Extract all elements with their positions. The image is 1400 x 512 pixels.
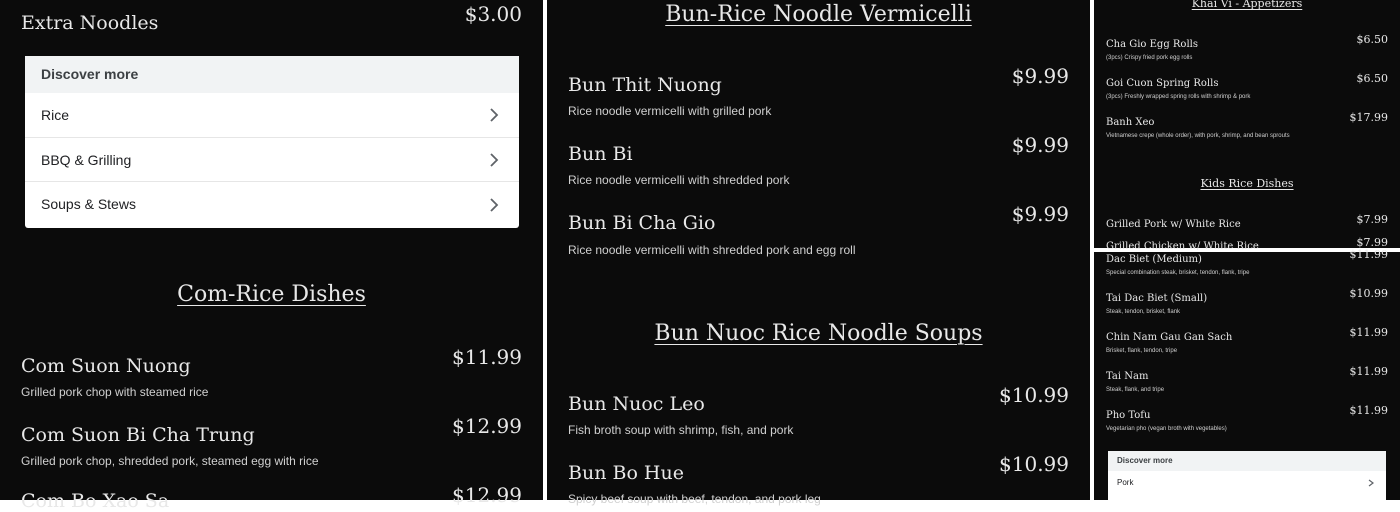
item-name: Grilled Pork w/ White Rice (1106, 219, 1241, 230)
item-price: $9.99 (1011, 133, 1069, 157)
item-price: $10.99 (1349, 287, 1388, 300)
discover-more-card (25, 56, 519, 228)
section-title: Bun-Rice Noodle Vermicelli (665, 2, 972, 27)
item-price: $7.99 (1356, 236, 1388, 249)
item-price: $11.99 (1349, 326, 1388, 339)
menu-panel-left (0, 0, 543, 512)
item-name: Pho Tofu (1106, 410, 1151, 421)
item-name: Bun Bi (568, 143, 633, 165)
item-description: Steak, tendon, brisket, flank (1106, 309, 1181, 315)
item-price: $11.99 (1349, 404, 1388, 417)
discover-item-label: BBQ & Grilling (41, 152, 132, 168)
discover-item-label: Pork (1117, 478, 1134, 487)
discover-item-bbq-grilling[interactable] (25, 137, 519, 181)
section-title: Khai Vi - Appetizers (1191, 0, 1303, 10)
item-description: (3pcs) Freshly wrapped spring rolls with shrimp & pork (1106, 94, 1251, 100)
item-description: Special combination steak, brisket, tendon, flank, tripe (1106, 270, 1250, 276)
item-name: Bun Nuoc Leo (568, 393, 705, 415)
item-description: (3pcs) Crispy fried pork egg rolls (1106, 55, 1193, 61)
discover-item-label: Rice (41, 107, 70, 123)
menu-panel-right-top (1094, 0, 1400, 252)
item-name: Tai Dac Biet (Small) (1106, 293, 1208, 304)
item-description: Brisket, flank, tendon, tripe (1106, 348, 1178, 354)
item-price: $11.99 (1349, 365, 1388, 378)
item-price: $7.99 (1356, 213, 1388, 226)
item-price: $9.99 (1011, 202, 1069, 226)
section-title: Bun Nuoc Rice Noodle Soups (654, 321, 983, 346)
discover-more-card (1108, 451, 1386, 511)
item-price: $11.99 (1349, 248, 1388, 261)
item-name: Com Bo Xao Sa (21, 490, 170, 512)
discover-item-soups-stews[interactable] (25, 181, 519, 227)
item-description: Grilled pork chop with steamed rice (21, 385, 209, 399)
item-description: Steak, flank, and tripe (1106, 387, 1165, 393)
item-name: Bun Bi Cha Gio (568, 212, 716, 234)
item-price: $6.50 (1356, 33, 1388, 46)
chevron-right-icon (489, 198, 499, 212)
section-title: Kids Rice Dishes (1200, 177, 1294, 190)
menu-panel-middle (547, 0, 1090, 506)
item-price: $10.99 (999, 452, 1069, 476)
chevron-right-icon (489, 153, 499, 167)
item-description: Grilled pork chop, shredded pork, steamed egg with rice (21, 454, 319, 468)
item-name: Dac Biet (Medium) (1106, 254, 1202, 265)
item-price: $12.99 (452, 414, 522, 438)
item-name: Extra Noodles (21, 12, 159, 34)
item-price: $17.99 (1349, 111, 1388, 124)
discover-item-label: Soups & Stews (41, 196, 136, 212)
chevron-right-icon (489, 108, 499, 122)
discover-more-title: Discover more (25, 56, 519, 93)
discover-more-title: Discover more (1108, 451, 1386, 471)
item-price: $11.99 (452, 345, 522, 369)
item-name: Cha Gio Egg Rolls (1106, 39, 1198, 50)
item-name: Com Suon Nuong (21, 355, 191, 377)
discover-item-rice[interactable] (25, 93, 519, 137)
item-description: Vietnamese crepe (whole order), with pork, shrimp, and bean sprouts (1106, 133, 1290, 139)
item-name: Tai Nam (1106, 371, 1149, 382)
item-name: Grilled Chicken w/ White Rice (1106, 241, 1259, 252)
section-title: Com-Rice Dishes (177, 282, 366, 307)
item-description: Rice noodle vermicelli with grilled pork (568, 104, 772, 118)
item-name: Bun Bo Hue (568, 462, 684, 484)
item-description: Rice noodle vermicelli with shredded pork (568, 173, 790, 187)
item-description: Spicy beef soup with beef, tendon, and pork leg (568, 492, 821, 506)
item-price: $10.99 (999, 383, 1069, 407)
item-description: Vegetarian pho (vegan broth with vegetables) (1106, 426, 1227, 432)
item-price: $6.50 (1356, 72, 1388, 85)
item-price: $9.99 (1011, 64, 1069, 88)
item-name: Bun Thit Nuong (568, 74, 722, 96)
item-description: Fish broth soup with shrimp, fish, and pork (568, 423, 794, 437)
menu-panel-right-bottom (1094, 248, 1400, 500)
item-name: Com Suon Bi Cha Trung (21, 424, 255, 446)
discover-item-pork[interactable] (1108, 471, 1386, 495)
item-name: Banh Xeo (1106, 117, 1155, 128)
item-price: $3.00 (464, 2, 522, 26)
item-name: Goi Cuon Spring Rolls (1106, 78, 1219, 89)
item-price: $12.99 (452, 483, 522, 507)
item-name: Chin Nam Gau Gan Sach (1106, 332, 1233, 343)
chevron-right-icon (1368, 479, 1374, 487)
item-description: Rice noodle vermicelli with shredded pork and egg roll (568, 243, 856, 257)
